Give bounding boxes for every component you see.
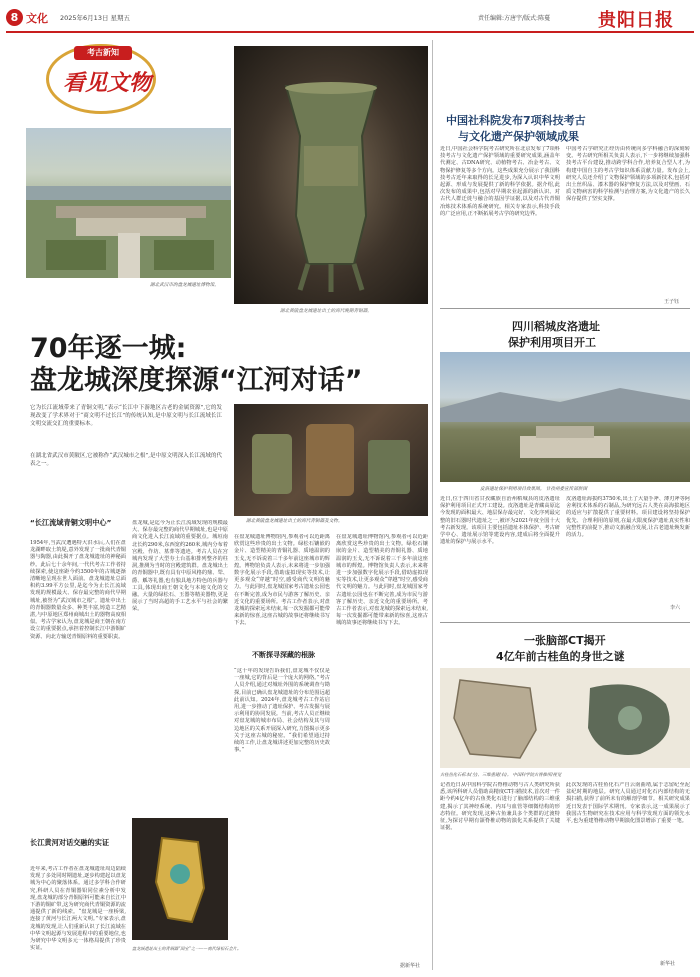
fish-byline: 新华社: [660, 961, 676, 967]
fish-body-b: 此次发现的古桂鱼化石产自云南曲靖,属于志留纪至泥盆纪时期的地层。研究人员通过对化石内部结构的无损扫描,获得了前所未有的解剖学细节。相关研究成果近日发表于国际学术期刊。专家表示,这一成果展示了我国古生物研究在技术应用与科学发现方面的领先水平,也为重建脊椎动物早期演化图景增添了重要一笔。: [566, 782, 690, 825]
main-byline: 据新华社: [400, 963, 421, 969]
photo1-caption: 湖北武汉市的盘龙城遗址博物馆。: [150, 283, 219, 288]
page-number-badge: 8: [6, 9, 23, 26]
piluo-photo: [440, 352, 690, 482]
main-title-line1: 70年逐一城:: [30, 333, 187, 364]
cass-body-b: 中国考古学研究正经历由传统向多学科融合的深刻转变。考古研究所相关负责人表示,下一步将继续加强科技考古平台建设,推动跨学科合作,培养复合型人才,为构建中国自主的考古学知识体系贡献力量。发布会上,研究人员还介绍了文物保护领域的多项新技术,包括对出土丝织品、漆木器的保护修复方法,以及对壁画、石质文物病害的科学检测与治理方案,为文化遗产的长久保存提供了坚实支撑。: [566, 146, 690, 203]
subhead-bronze-center: “长江流域青铜文明中心”: [30, 518, 112, 527]
main-col1-cont: 近年来,考古工作者在盘龙城遗址周边陆续发现了多处同时期遗址,逐步构建起以盘龙城为中心的聚落体系。通过多学科合作研究,科研人员在青铜器铅同位素分析中发现,盘龙城的部分青铜原料可能来自长江中下游的铜矿带,这为研究商代青铜资源的流通提供了新的线索。“盘龙城是一座桥梁,连接了黄河与长江两大文明。”专家表示,盘龙城的发现,让人们重新认识了长江流域在中华文明起源与发展进程中的重要地位,也为研究中华文明多元一体格局提供了珍贵实证。: [30, 866, 126, 952]
artifacts-illustration: [234, 404, 428, 516]
piluo-title-line2: 保护利用项目开工: [508, 336, 596, 349]
piluo-title-line1: 四川稻城皮洛遗址: [512, 320, 600, 333]
right-divider-1: [440, 308, 690, 309]
section-title: 文化: [26, 12, 48, 25]
main-col3-b: “这十年的发现告诉我们,盘龙城不仅仅是一座城,它的背后是一个庞大的网络。”考古人员介绍,通过对城址外围的系统调查与勘探,目前已确认盘龙城遗址的分布范围远超此前认知。2024年,盘龙城考古工作站启用,进一步推动了遗址保护、考古发掘与展示利用的协同发展。当前,考古人员正继续对盘龙城的城市布局、社会结构及其与周边地区的关系开展深入研究,力图揭示更多关于这座古城的秘密。“我们希望通过持续的工作,让盘龙城讲述更加完整的历史故事。”: [234, 668, 330, 754]
main-lead-2: 在湖北省武汉市黄陂区,它被称作“武汉城市之根”,是中原文明深入长江流域的代表之一。: [30, 453, 222, 467]
photo3-caption: 湖北黄陂盘龙城遗址出土的商代青铜器及文物。: [246, 519, 343, 524]
editor-credit: 责任编辑:方唐宇/版式:陈蔓: [478, 15, 551, 22]
piluo-byline: 李六: [670, 605, 681, 611]
cass-title-line1: 中国社科院发布7项科技考古: [446, 114, 586, 127]
column-badge: [26, 40, 176, 122]
header-rule: [6, 31, 694, 33]
piluo-body-b: 皮洛遗址海拔约3750米,出土了大量手斧、薄刃斧等阿舍利技术体系的石制品,为研究远古人类在高海拔地区的适应与扩散提供了重要材料。项目建设将坚持保护优先、合理利用的原则,在最大限度保护遗址真实性和完整性的前提下,推动文旅融合发展,让古老遗址焕发新的活力。: [566, 496, 690, 539]
fossil-caption: 古桂鱼化石标本(左)、三维重建(右)。 中国科学院古脊椎所/视觉: [440, 773, 562, 778]
fossil-photo: [440, 668, 690, 768]
main-col3: 在盘龙城遗址博物馆内,参观者可以近距离欣赏这些珍贵的出土文物。绿松石镶嵌的金片、造型精美的青铜礼器、质地温润的玉戈,无不诉说着三千多年前这座城市的辉煌。博物馆负责人表示,未来将进一步加强数字化展示手段,借助虚拟现实等技术,让更多观众“穿越”时空,感受商代文明的魅力。与此同时,盘龙城国家考古遗址公园也在不断完善,成为市民与游客了解历史、亲近文化的重要场所。考古工作者表示,对盘龙城的探索远未结束,每一次发掘都可能带来新的惊喜,这座古城的故事还将继续书写下去。: [234, 534, 330, 627]
bronze-vessel-illustration: [234, 46, 428, 304]
main-lead: 它为长江流域带来了青铜文明,“表示“长江中下游地区古老的金属资源”,它的发现改变了学术界对于“商文明不过长江”的传统认知,是中原文明与长江流域长江文明交流交汇的重要标本。: [30, 405, 222, 427]
photo4-caption: 盘龙城遗址出土的青铜器“国宝”之一——商代绿松石金片。: [132, 946, 242, 951]
fish-title-line1: 一张脑部CT揭开: [524, 634, 606, 647]
column-badge-bottom: 看见文物: [62, 70, 151, 96]
gold-artifact-illustration: [132, 818, 228, 940]
fish-title-line2: 4亿年前古桂鱼的身世之谜: [496, 650, 625, 663]
right-divider-2: [440, 622, 690, 623]
museum-aerial-photo: [26, 128, 231, 278]
cass-byline: 王子钰: [664, 299, 680, 305]
piluo-caption: 皮洛遗址保护利用项目效果图。 甘孜州委宣传部供图: [480, 487, 588, 492]
subhead-root-search: 不断探寻深藏的根脉: [252, 651, 315, 659]
piluo-body-a: 近日,位于四川省甘孜藏族自治州稻城县的皮洛遗址保护利用项目正式开工建设。皮洛遗址是青藏高原迄今发现的面积最大、地层保存最完好、文化序列最完整的旧石器时代遗址之一,被评为2021年度全国十大考古新发现。该项目主要包括遗址本体保护、考古研学中心、遗址展示馆等建设内容,建成后将全面提升遗址的保护与展示水平。: [440, 496, 560, 546]
newspaper-logo: 贵阳日报: [598, 10, 674, 31]
column-divider: [432, 40, 433, 970]
cass-body-a: 近日,中国社会科学院考古研究所在北京发布了7项科技考古与文化遗产保护领域的重要研究成果,涵盖年代测定、古DNA研究、动植物考古、冶金考古、文物保护修复等多个方向。这些成果充分展示了我国科技考古近年来取得的长足进步,为深入认识中华文明起源、形成与发展提供了新的科学依据。据介绍,此次发布的成果中,包括对早期农业起源的新认识、对古代人群迁徙与融合的基因学证据,以及对古代青铜冶炼技术体系的系统研究。相关专家表示,科技手段的广泛应用,正不断拓展考古学的研究边界。: [440, 146, 560, 217]
column-badge-top: 考古新知: [74, 46, 132, 60]
fossil-illustration: [440, 668, 690, 768]
issue-date: 2025年6月13日 星期五: [60, 14, 131, 22]
photo2-caption: 湖北黄陂盘龙城遗址出土的商代晚期青铜器。: [280, 309, 372, 314]
main-col2: 盘龙城,是迄今为止长江流域发现的规模最大、保存最完整的商代早期城址,也是中原商文化进入长江流域的重要据点。城垣南北长约290米,东西宽约260米,城内分布着宫殿、作坊、墓葬等遗迹。考古人员在宫城内发现了大型夯土台基和排列整齐的柱洞,推测为当时的宫殿建筑群。盘龙城出土的青铜器中,既有具有中原风格的鼎、斝、爵、觚等礼器,也有独具地方特色的兵器与工具,体现出商王朝文化与本地文化的交融。大量的绿松石、玉器等精美器物,更是展示了当时高超的手工艺水平与社会的繁荣。: [132, 520, 228, 613]
main-col4: 在盘龙城遗址博物馆内,参观者可以近距离欣赏这些珍贵的出土文物。绿松石镶嵌的金片、造型精美的青铜礼器、质地温润的玉戈,无不诉说着三千多年前这座城市的辉煌。博物馆负责人表示,未来将进一步加强数字化展示手段,借助虚拟现实等技术,让更多观众“穿越”时空,感受商代文明的魅力。与此同时,盘龙城国家考古遗址公园也在不断完善,成为市民与游客了解历史、亲近文化的重要场所。考古工作者表示,对盘龙城的探索远未结束,每一次发掘都可能带来新的惊喜,这座古城的故事还将继续书写下去。: [336, 534, 428, 627]
artifacts-photo: [234, 404, 428, 516]
gold-artifact-photo: [132, 818, 228, 940]
museum-aerial-illustration: [26, 128, 231, 278]
subhead-river-dialogue: 长江黄河对话交融的实证: [30, 838, 110, 847]
cass-title-line2: 与文化遗产保护领域成果: [458, 130, 579, 143]
bronze-vessel-photo: [234, 46, 428, 304]
fish-body-a: 记者近日从中国科学院古脊椎动物与古人类研究所获悉,该所科研人员借助高精度CT扫描技术,首次对一件距今约4亿年的古鱼类化石进行了脑部结构的三维重建,揭示了其神经系统、内耳与血管等细微结构的形态特征。研究发现,这种古鱼兼具多个类群的过渡特征,为探讨早期有颌脊椎动物的演化关系提供了关键证据。: [440, 782, 560, 832]
piluo-illustration: [440, 352, 690, 482]
main-col1: 1954年,当武汉遭遇特大洪水后,人们在盘龙湖畔取土筑堤,意外发现了一批商代青铜器与陶器,由此揭开了盘龙城遗址的神秘面纱。此后七十余年间,一代代考古工作者持续探索,使这座距今约3500年的古城逐渐清晰地呈现在世人面前。盘龙城遗址总面积约3.99平方公里,是迄今为止长江流域发现的规模最大、保存最完整的商代早期城址,被誉为“武汉城市之根”。遗址中出土的青铜器数量众多、种类丰富,铸造工艺精湛,与中原地区郑州商城出土的器物高度相似。考古学家认为,盘龙城是商王朝在南方设立的重要据点,承担着控制长江中游铜矿资源、向北方输送青铜原料的重要职责。: [30, 540, 126, 640]
main-title-line2: 盘龙城深度探源“江河对话”: [30, 365, 363, 396]
